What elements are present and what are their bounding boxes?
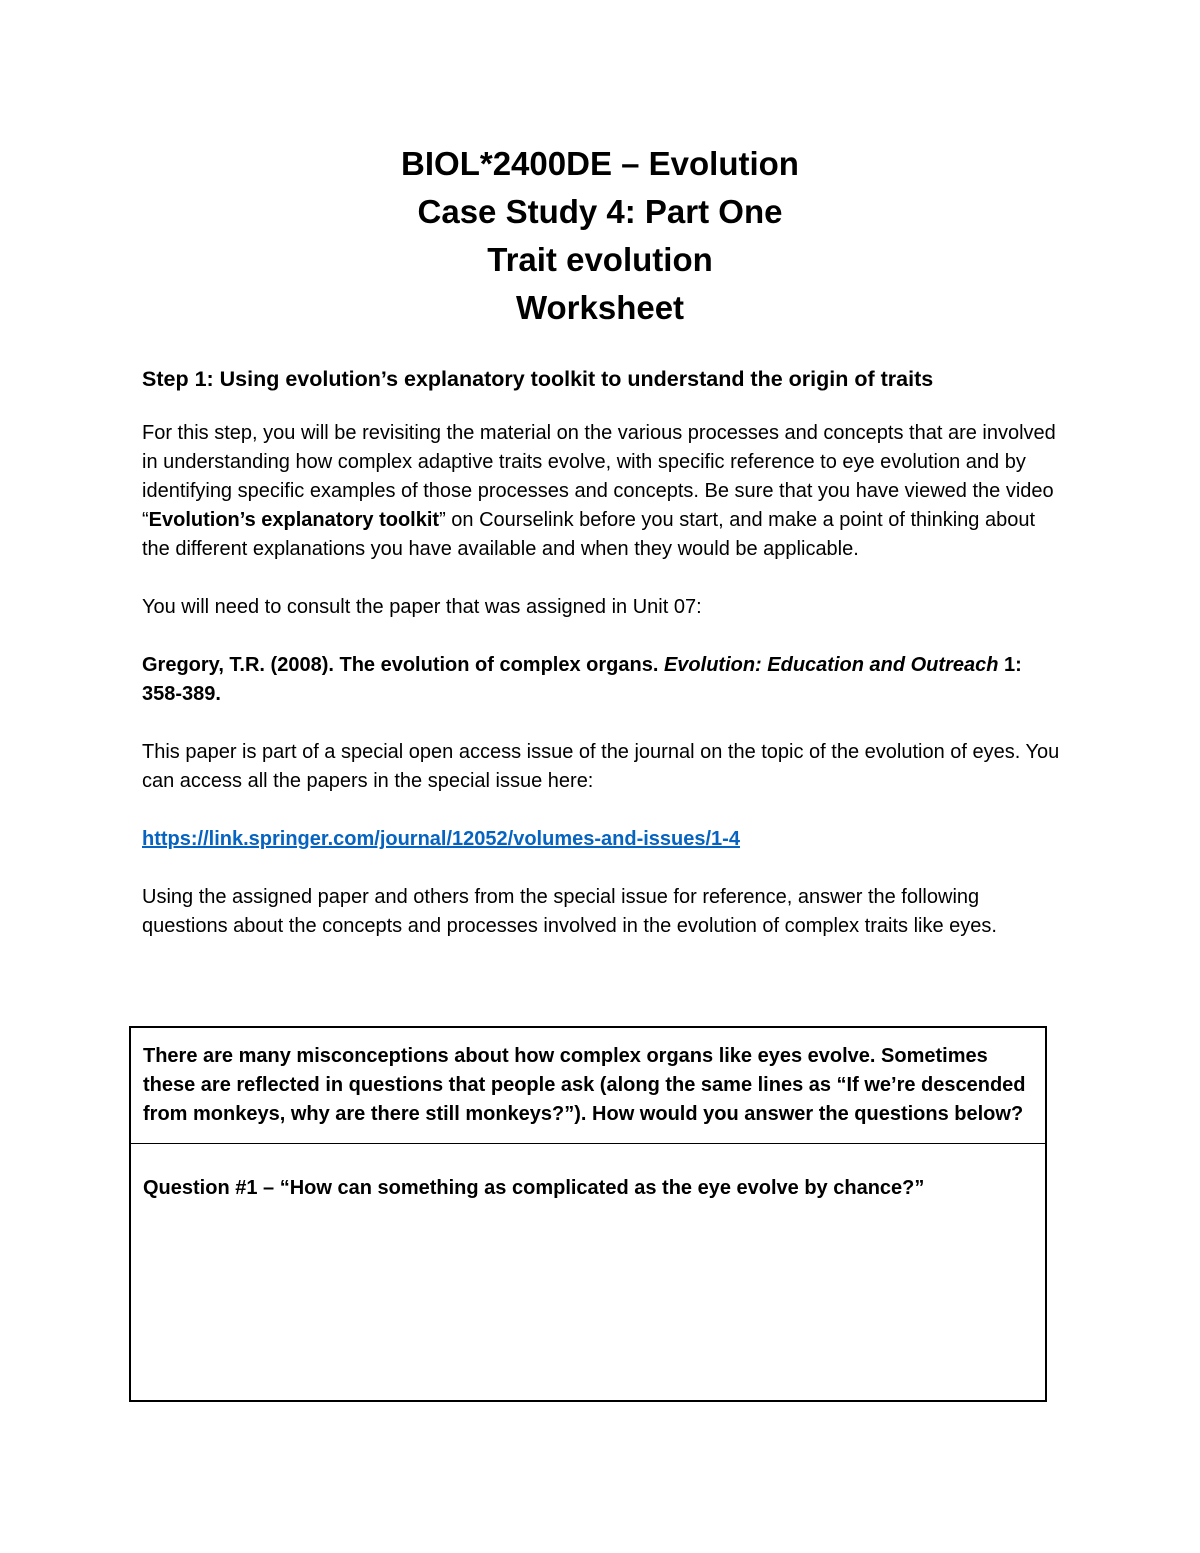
instructions-paragraph: Using the assigned paper and others from the special issue for reference, answer the following questions about the concepts and processes involved in the evolution of complex traits like eyes. xyxy=(142,886,997,937)
question-table xyxy=(129,1026,1047,1402)
step1-intro-paragraph xyxy=(142,419,1062,564)
question-1-text: Question #1 – “How can something as complicated as the eye evolve by chance?” xyxy=(143,1176,925,1199)
video-title: Evolution’s explanatory toolkit xyxy=(148,509,440,531)
intro-text-part2: ” on Courselink before you start, and make a point of thinking about the different explanations you have available and when they would be applicable. xyxy=(142,509,1036,560)
topic-title: Trait evolution xyxy=(487,241,713,278)
course-title: BIOL*2400DE – Evolution xyxy=(401,145,799,182)
step1-heading: Step 1: Using evolution’s explanatory toolkit to understand the origin of traits xyxy=(142,367,934,391)
link-paragraph xyxy=(142,825,1062,854)
question-table-header: There are many misconceptions about how complex organs like eyes evolve. Sometimes these are reflected in questions that people ask (along the same lines as “If we’re descended from monkeys, why are there still monkeys?”). How would you answer the questions below? xyxy=(130,1027,1046,1143)
consult-paragraph: You will need to consult the paper that was assigned in Unit 07: xyxy=(142,596,702,618)
document-title-block xyxy=(0,140,1200,332)
citation-authors: Gregory, T.R. (2008). The evolution of complex organs. xyxy=(142,654,664,676)
citation-journal: Evolution: Education and Outreach xyxy=(663,654,999,676)
special-issue-paragraph: This paper is part of a special open access issue of the journal on the topic of the evolution of eyes. You can access all the papers in the special issue here: xyxy=(142,741,1060,792)
case-study-title: Case Study 4: Part One xyxy=(417,193,783,230)
citation-volume-pages: 1: 358-389. xyxy=(142,654,1022,705)
citation xyxy=(142,651,1062,709)
special-issue-link[interactable]: https://link.springer.com/journal/12052/volumes-and-issues/1-4 xyxy=(142,828,740,850)
intro-text-part1: For this step, you will be revisiting the material on the various processes and concepts that are involved in understanding how complex adaptive traits evolve, with specific reference to eye evolution and by identifying specific examples of those processes and concepts. Be sure that you have viewed the video “ xyxy=(142,422,1056,531)
document-type-title: Worksheet xyxy=(515,289,685,326)
question-1-cell[interactable] xyxy=(130,1143,1046,1401)
step1-section xyxy=(142,363,1062,941)
